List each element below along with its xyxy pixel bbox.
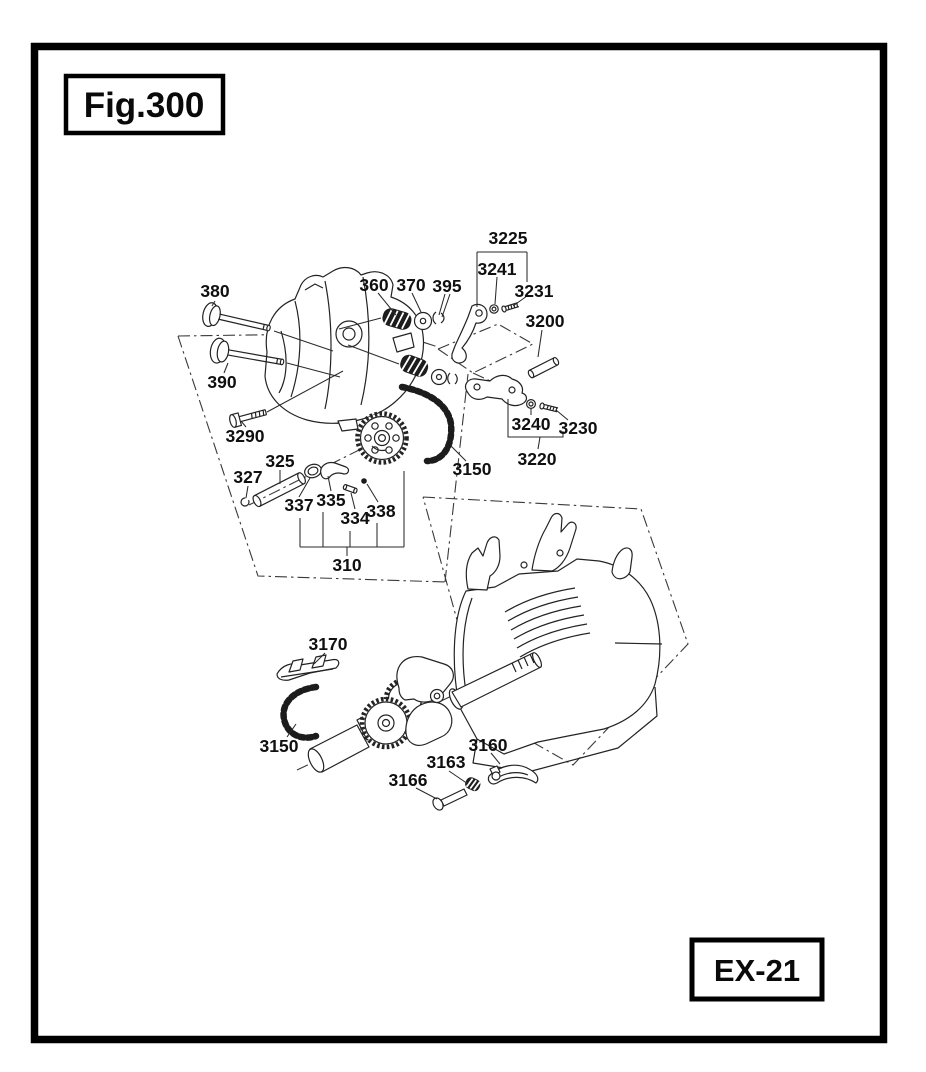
part-label-3240: 3240	[511, 414, 551, 434]
rocker-arm-1-drawing	[452, 304, 487, 363]
pivot-nut-2-hole	[529, 402, 533, 406]
spring-retainer-1-hole	[420, 318, 425, 323]
cam-chain-drawing	[402, 387, 451, 461]
decomp-weight-drawing	[321, 463, 349, 479]
part-label-3166: 3166	[388, 770, 428, 790]
head-bolt-drawing	[228, 406, 267, 428]
pivot-nut-1-hole	[492, 307, 496, 311]
part-label-3231: 3231	[514, 281, 554, 301]
part-label-370: 370	[396, 275, 426, 295]
part-label-310: 310	[332, 555, 362, 575]
part-label-3200: 3200	[525, 311, 565, 331]
tensioner-arm-drawing	[488, 765, 537, 784]
crank-chain-drawing	[284, 687, 316, 738]
part-label-3163: 3163	[426, 752, 466, 772]
cam-clip-drawing	[241, 498, 249, 506]
page-border	[35, 47, 884, 1040]
o-ring-drawing	[303, 462, 323, 480]
part-label-3290: 3290	[225, 426, 265, 446]
part-label-3230: 3230	[558, 418, 598, 438]
valve-keeper-1	[433, 312, 444, 324]
figure-number-box	[66, 76, 223, 133]
part-label-338: 338	[366, 501, 396, 521]
part-label-334: 334	[340, 508, 370, 528]
adjust-screw-2-drawing	[539, 403, 558, 413]
part-label-380: 380	[200, 281, 230, 301]
rocker-arm-2-drawing	[466, 375, 527, 405]
rocker-pin-drawing	[527, 357, 560, 379]
part-label-325: 325	[265, 451, 295, 471]
decomp-spring-pin-drawing	[361, 478, 367, 484]
camshaft-gear-drawing	[358, 414, 407, 463]
part-label-3241: 3241	[477, 259, 517, 279]
part-label-3170: 3170	[308, 634, 348, 654]
part-label-327: 327	[233, 467, 263, 487]
part-label-3160: 3160	[468, 735, 508, 755]
part-label-390: 390	[207, 372, 237, 392]
tensioner-bolt-drawing	[431, 789, 467, 812]
part-label-3150-cam: 3150	[452, 459, 492, 479]
part-label-337: 337	[284, 495, 314, 515]
page-code-box	[692, 940, 822, 999]
part-label-360: 360	[359, 275, 389, 295]
tensioner-spring-drawing	[463, 776, 482, 793]
figure-number: Fig.300	[83, 86, 205, 125]
part-label-335: 335	[316, 490, 346, 510]
valve-keeper-2	[448, 373, 458, 384]
part-label-3220: 3220	[517, 449, 557, 469]
intake-valve-drawing	[201, 301, 273, 340]
spring-retainer-2-hole	[437, 375, 442, 380]
page-code: EX-21	[713, 953, 801, 988]
part-label-3150-crank: 3150	[259, 736, 299, 756]
part-label-395: 395	[432, 276, 462, 296]
guide-plate-drawing	[277, 655, 339, 680]
crankcase-drawing	[454, 514, 662, 773]
part-label-3225: 3225	[488, 228, 528, 248]
